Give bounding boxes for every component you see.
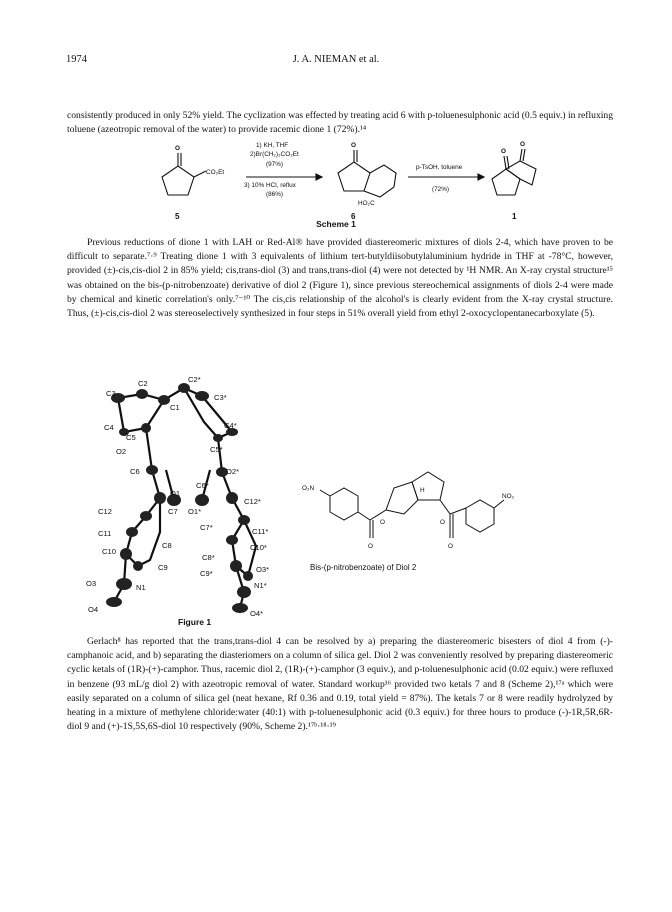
compound-6-acid: HO₂C — [358, 200, 375, 207]
atom-c1: C1 — [170, 403, 180, 412]
scheme-1-graphic — [140, 139, 560, 231]
atom-n1: N1 — [136, 583, 146, 592]
atom-o3: O3 — [86, 579, 97, 588]
running-head: J. A. NIEMAN et al. — [292, 54, 380, 65]
left-benzene-ring — [330, 488, 358, 520]
atom-c4-star: C4* — [224, 421, 237, 430]
paragraph-intro: consistently produced in only 52% yield. The cyclization was effected by treating acid 6 with p-toluenesulphonic acid (0.5 equiv.) in refluxing toluene (azeotropic removal of the water) to provide racemic dione 1 (72%).¹⁴ — [67, 110, 613, 136]
atom-o1-star: O1* — [188, 507, 202, 516]
compound-1-ring-b — [506, 161, 536, 185]
ester-oxygen-left: O — [380, 519, 385, 526]
atom-c5-star: C5* — [210, 445, 223, 454]
carbonyl-oxygen-right: O — [448, 543, 453, 550]
right-nitro-group: NO₂ — [502, 493, 515, 500]
atom-c8-star: C8* — [202, 553, 215, 562]
compound-1-label: 1 — [512, 212, 517, 221]
atom-c12: C12 — [98, 507, 112, 516]
atom-c2: C2 — [138, 379, 148, 388]
reagent-1: 1) KH, THF — [256, 142, 289, 149]
atom-c9: C9 — [158, 563, 168, 572]
bis-nitrobenzoate-structure — [300, 458, 530, 558]
atom-c4: C4 — [104, 423, 114, 432]
atom-c6: C6 — [130, 467, 140, 476]
atom-c10-star: C10* — [250, 543, 267, 552]
atom-c11-star: C11* — [252, 527, 269, 536]
compound-1-oxygen-a: O — [501, 148, 506, 155]
compound-5-ester: CO₂Et — [206, 169, 225, 176]
atom-c9-star: C9* — [200, 569, 213, 578]
ortep-diagram — [84, 370, 314, 618]
ester-oxygen-right: O — [440, 519, 445, 526]
atom-o2-star: O2* — [226, 467, 240, 476]
atom-c7: C7 — [168, 507, 178, 516]
reagent-yield-1: (97%) — [266, 161, 284, 168]
atom-c10: C10 — [102, 547, 116, 556]
right-benzene-ring — [466, 500, 494, 532]
paragraph-reductions: Previous reductions of dione 1 with LAH or Red-Al® have provided diastereomeric mixtures of diols 2-4, which have proven to be difficult to separate.⁷·⁹ Treating dione 1 with 3 equivalents of lithium tert-butyldiisobutylaluminium hydride in THF at -78°C, however, provided (±)-cis,cis-diol 2 in 85% yield; cis,trans-diol (3) and trans,trans-diol (4) were not detected by ¹H NMR. An X-ray crystal structure¹⁵ was obtained on the bis-(p-nitrobenzoate) derivative of diol 2 (Figure 1), since previous stereochemical assignments of diols 2-4 were made by chemical and kinetic correlation's only.⁷⁻¹⁰ The cis,cis relationship of the alcohol's is clearly evident from the X-ray crystal structure. Thus, (±)-cis,cis-diol 2 was stereoselectively synthesized in four steps in 51% overall yield from ethyl 2-oxocyclopentanecarboxylate (5). — [67, 237, 613, 320]
paragraph-resolution: Gerlach⁸ has reported that the trans,trans-diol 4 can be resolved by a) preparing the diastereomeric bisesters of diol 4 from (-)-camphanoic acid, and b) separating the diasteriomers on a column of silica gel. Diol 2 was conveniently resolved by preparing diastereomeric cyclic ketals of (1R)-(+)-camphor. Thus, racemic diol 2, (1R)-(+)-camphor (3 equiv.), and p-toluenesulphonic acid (0.02 equiv.) were refluxed in benzene (93 mL/g diol 2) with azeotropic removal of water. Standard workup¹⁶ provided two ketals 7 and 8 (Scheme 2),¹⁷ᵃ which were easily separated on a column of silica gel (neat hexane, Rf 0.36 and 0.19, total yield = 87%). The ketals 7 or 8 were readily hydrolyzed by heating in a mixture of methylene chloride:water (40:1) with p-toluenesulphonic acid (0.3 equiv.) for three hours to produce (-)-1R,5R,6R-diol 9 and (+)-1S,5S,6S-diol 10 respectively (90%, Scheme 2).¹⁷ᵇ·¹⁸·¹⁹ — [67, 636, 613, 733]
scheme-caption: Scheme 1 — [316, 219, 356, 229]
atom-o4-star: O4* — [250, 609, 264, 618]
atom-c6-star: C6* — [196, 481, 209, 490]
carbonyl-oxygen-left: O — [368, 543, 373, 550]
compound-6-label: 6 — [351, 212, 356, 221]
reagent-yield-2: (86%) — [266, 191, 284, 198]
atom-c3-star: C3* — [214, 393, 227, 402]
atom-c7-star: C7* — [200, 523, 213, 532]
atom-n1-star: N1* — [254, 581, 267, 590]
compound-6-ring — [338, 162, 370, 191]
compound-1-oxygen-b: O — [520, 141, 525, 148]
page-number: 1974 — [66, 54, 87, 65]
atom-c8: C8 — [162, 541, 172, 550]
compound-5-ring — [162, 166, 194, 195]
structure-caption: Bis-(p-nitrobenzoate) of Diol 2 — [310, 563, 417, 572]
atom-c12-star: C12* — [244, 497, 261, 506]
reagent-3: 3) 10% HCl, reflux — [244, 182, 296, 189]
atom-c11: C11 — [98, 529, 112, 538]
compound-1-ring-a — [492, 169, 520, 195]
hydrogen-label: H — [420, 487, 425, 494]
reagent-2: 2)Br(CH₂)₃CO₂Et — [250, 151, 299, 158]
compound-5-label: 5 — [175, 212, 180, 221]
reagent-yield-3: (72%) — [432, 186, 450, 193]
atom-c3: C3 — [106, 389, 116, 398]
reagent-4: p-TsOH, toluene — [416, 164, 463, 171]
atom-o4: O4 — [88, 605, 99, 614]
compound-5-ester-bond — [194, 171, 206, 177]
atom-o2: O2 — [116, 447, 127, 456]
compound-6-chain — [364, 165, 396, 197]
figure-caption: Figure 1 — [178, 617, 212, 627]
atom-o1: O1 — [170, 489, 181, 498]
atom-c2-star: C2* — [188, 375, 201, 384]
right-cyclopentane — [412, 472, 444, 500]
compound-6-oxygen: O — [351, 142, 356, 149]
left-nitro-group: O₂N — [302, 485, 315, 492]
compound-5-oxygen: O — [175, 145, 180, 152]
atom-o3-star: O3* — [256, 565, 270, 574]
atom-c5: C5 — [126, 433, 136, 442]
